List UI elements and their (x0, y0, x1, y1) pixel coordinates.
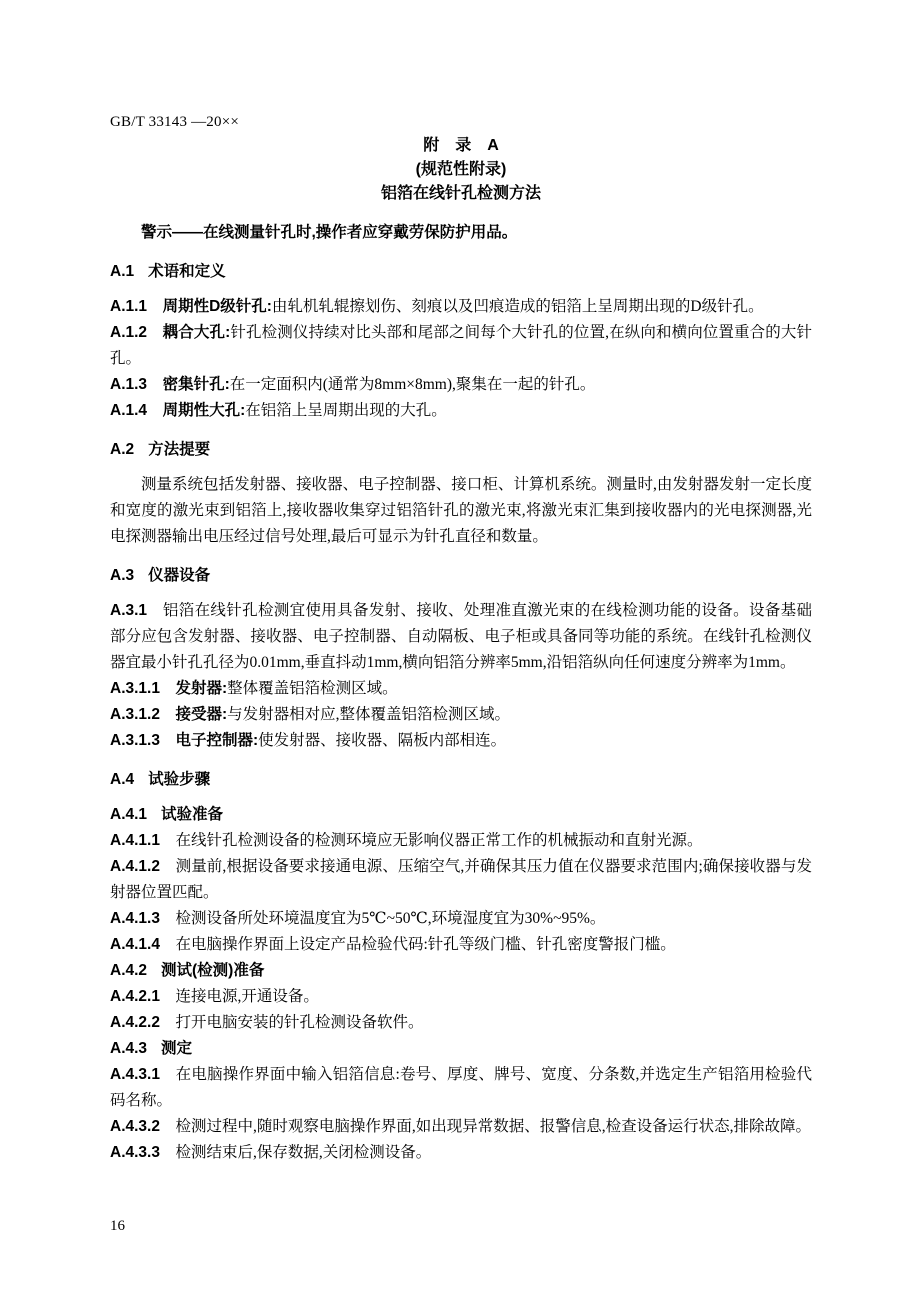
section-heading-a1 (110, 259, 812, 285)
clause-text: 整体覆盖铝箔检测区域。 (227, 680, 398, 697)
clause-number: A.3.1.1 (110, 680, 160, 697)
clause-a3-1 (110, 598, 812, 676)
clause-number: A.1.1 (110, 298, 148, 315)
clause-text: 在一定面积内(通常为8mm×8mm),聚集在一起的针孔。 (229, 376, 596, 393)
clause-number: A.4.1.2 (110, 858, 160, 875)
warning-text: 警示——在线测量针孔时,操作者应穿戴劳保防护用品。 (141, 224, 518, 241)
clause-text: 铝箔在线针孔检测宜使用具备发射、接收、处理准直激光束的在线检测功能的设备。设备基础部分应包含发射器、接收器、电子控制器、自动隔板、电子柜或具备同等功能的系统。在线针孔检测仪器宜最小针孔孔径为0.01mm,垂直抖动1mm,横向铝箔分辨率5mm,沿铝箔纵向任何速度分辨率为1mm。 (110, 602, 812, 671)
clause-a4-2-1 (110, 984, 812, 1010)
clause-term: 接受器: (175, 706, 228, 723)
subsection-title: 测定 (161, 1040, 193, 1057)
clause-a4-3-2 (110, 1114, 812, 1140)
section-heading-a2 (110, 437, 812, 463)
clause-number: A.1.2 (110, 324, 148, 341)
clause-a4-2-2 (110, 1010, 812, 1036)
clause-text: 由轧机轧辊擦划伤、刻痕以及凹痕造成的铝箔上呈周期出现的D级针孔。 (271, 298, 764, 315)
clause-number: A.3.1.2 (110, 706, 160, 723)
clause-a1-1 (110, 294, 812, 320)
clause-text: 在电脑操作界面上设定产品检验代码:针孔等级门槛、针孔密度警报门槛。 (175, 936, 676, 953)
subsection-heading-a4-2 (110, 958, 812, 984)
clause-text: 在电脑操作界面中输入铝箔信息:卷号、厚度、牌号、宽度、分条数,并选定生产铝箔用检验代码名称。 (110, 1066, 812, 1109)
subsection-number: A.4.3 (110, 1040, 148, 1057)
section-heading-a3 (110, 563, 812, 589)
section-number: A.4 (110, 771, 135, 788)
clause-a4-3-1 (110, 1062, 812, 1114)
clause-a4-1-1 (110, 828, 812, 854)
section-title: 方法提要 (148, 441, 211, 458)
subsection-title: 测试(检测)准备 (161, 962, 265, 979)
clause-number: A.4.3.3 (110, 1144, 160, 1161)
paragraph-a2: 测量系统包括发射器、接收器、电子控制器、接口柜、计算机系统。测量时,由发射器发射一定长度和宽度的激光束到铝箔上,接收器收集穿过铝箔针孔的激光束,将激光束汇集到接收器内的光电探测器,光电探测器输出电压经过信号处理,最后可显示为针孔直径和数量。 (110, 476, 812, 545)
appendix-title: 铝箔在线针孔检测方法 (380, 185, 541, 202)
clause-number: A.4.2.1 (110, 988, 160, 1005)
section-title: 试验步骤 (148, 771, 211, 788)
clause-text: 针孔检测仪持续对比头部和尾部之间每个大针孔的位置,在纵向和横向位置重合的大针孔。 (110, 324, 812, 367)
clause-number: A.1.4 (110, 402, 148, 419)
clause-text: 使发射器、接收器、隔板内部相连。 (258, 732, 507, 749)
clause-term: 密集针孔: (162, 376, 230, 393)
clause-a3-1-3 (110, 728, 812, 754)
clause-number: A.4.1.3 (110, 910, 160, 927)
clause-text: 连接电源,开通设备。 (175, 988, 319, 1005)
clause-text: 检测结束后,保存数据,关闭检测设备。 (175, 1144, 432, 1161)
clause-a4-3-3 (110, 1140, 812, 1166)
clause-number: A.4.3.1 (110, 1066, 160, 1083)
clause-number: A.4.3.2 (110, 1118, 160, 1135)
clause-a1-4 (110, 398, 812, 424)
clause-number: A.3.1 (110, 602, 148, 619)
subsection-number: A.4.1 (110, 806, 148, 823)
clause-a3-1-2 (110, 702, 812, 728)
clause-a1-2 (110, 320, 812, 372)
clause-text: 检测过程中,随时观察电脑操作界面,如出现异常数据、报警信息,检查设备运行状态,排除故障。 (175, 1118, 811, 1135)
clause-text: 在线针孔检测设备的检测环境应无影响仪器正常工作的机械振动和直射光源。 (175, 832, 703, 849)
clause-number: A.4.1.4 (110, 936, 160, 953)
clause-text: 与发射器相对应,整体覆盖铝箔检测区域。 (227, 706, 511, 723)
clause-text: 检测设备所处环境温度宜为5℃~50℃,环境湿度宜为30%~95%。 (175, 910, 606, 927)
section-title: 仪器设备 (148, 567, 211, 584)
clause-a4-1-4 (110, 932, 812, 958)
clause-a3-1-1 (110, 676, 812, 702)
clause-text: 打开电脑安装的针孔检测设备软件。 (175, 1014, 424, 1031)
section-number: A.2 (110, 441, 135, 458)
clause-number: A.4.2.2 (110, 1014, 160, 1031)
section-heading-a4 (110, 767, 812, 793)
doc-number: GB/T 33143 —20×× (110, 114, 240, 130)
clause-term: 发射器: (175, 680, 228, 697)
clause-term: 周期性大孔: (162, 402, 246, 419)
clause-a1-3 (110, 372, 812, 398)
clause-text: 测量前,根据设备要求接通电源、压缩空气,并确保其压力值在仪器要求范围内;确保接收器与发射器位置匹配。 (110, 858, 812, 901)
clause-text: 在铝箔上呈周期出现的大孔。 (245, 402, 447, 419)
subsection-number: A.4.2 (110, 962, 148, 979)
clause-a4-1-3 (110, 906, 812, 932)
clause-term: 电子控制器: (175, 732, 259, 749)
appendix-type: (规范性附录) (415, 161, 507, 178)
page-number: 16 (110, 1218, 125, 1234)
subsection-title: 试验准备 (161, 806, 224, 823)
section-number: A.1 (110, 263, 135, 280)
clause-number: A.4.1.1 (110, 832, 160, 849)
clause-term: 周期性D级针孔: (162, 298, 272, 315)
appendix-label: 附 录 A (423, 137, 499, 154)
section-title: 术语和定义 (148, 263, 226, 280)
subsection-heading-a4-3 (110, 1036, 812, 1062)
section-number: A.3 (110, 567, 135, 584)
clause-a4-1-2 (110, 854, 812, 906)
clause-term: 耦合大孔: (162, 324, 231, 341)
clause-number: A.3.1.3 (110, 732, 160, 749)
clause-number: A.1.3 (110, 376, 148, 393)
subsection-heading-a4-1 (110, 802, 812, 828)
